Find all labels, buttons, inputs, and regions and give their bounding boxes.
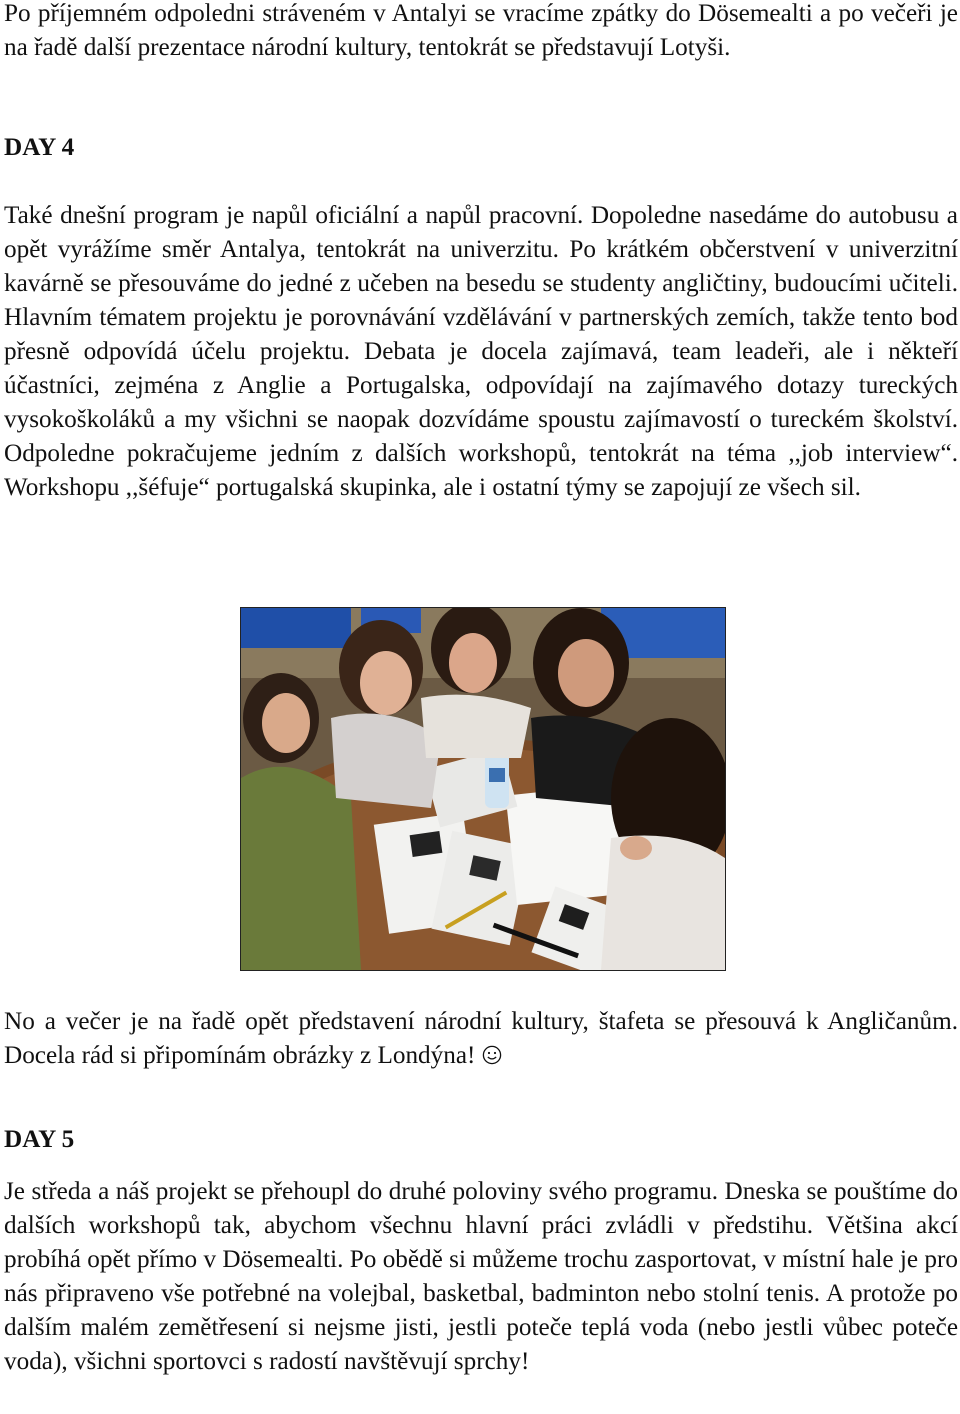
heading-day-4: DAY 4 <box>4 134 75 161</box>
paragraph-antalya-return: Po příjemném odpoledni stráveném v Antalyi se vracíme zpátky do Dösemealti a po večeři je na řadě další prezentace národní kultury, tentokrát se představují Lotyši. <box>4 0 958 61</box>
workshop-photo-illustration <box>241 608 725 970</box>
paragraph-evening-culture <box>4 1005 958 1073</box>
heading-day-5: DAY 5 <box>4 1126 75 1153</box>
paragraph-evening-culture-text: No a večer je na řadě opět představení národní kultury, štafeta se přesouvá k Angličanům. Docela rád si připomínám obrázky z Londýna! <box>4 1008 958 1069</box>
workshop-photo <box>240 607 726 971</box>
paragraph-day-5: Je středa a náš projekt se přehoupl do druhé poloviny svého programu. Dneska se pouštíme do dalších workshopů tak, abychom všechnu hlavní práci zvládli v předstihu. Většina akcí probíhá opět přímo v Dösemealti. Po obědě si můžeme trochu zasportovat, v místní hale je pro nás připraveno vše potřebné na volejbal, basketbal, badminton nebo stolní tenis. A protože po dalším malém zemětřesení si nejsme jisti, jestli poteče teplá voda (nebo jestli vůbec poteče voda), všichni sportovci s radostí navštěvují sprchy! <box>4 1178 958 1375</box>
smiley-face-icon <box>482 1045 502 1065</box>
paragraph-day-4: Také dnešní program je napůl oficiální a napůl pracovní. Dopoledne nasedáme do autobusu a opět vyrážíme směr Antalya, tentokrát na univerzitu. Po krátkém občerstvení v univerzitní kavárně se přesouváme do jedné z učeben na besedu se studenty angličtiny, budoucími učiteli. Hlavním tématem projektu je porovnávání vzdělávání v partnerských zemích, takže tento bod přesně odpovídá účelu projektu. Debata je docela zajímavá, team leadeři, ale i někteří účastníci, zejména z Anglie a Portugalska, odpovídají na zajímavého dotazy tureckých vysokoškoláků a my všichni se naopak dozvídáme spoustu zajímavostí o tureckém školství. Odpoledne pokračujeme jedním z dalších workshopů, tentokrát na téma ,,job interview“. Workshopu ,,šéfuje“ portugalská skupinka, ale i ostatní týmy se zapojují ze všech sil. <box>4 202 958 501</box>
